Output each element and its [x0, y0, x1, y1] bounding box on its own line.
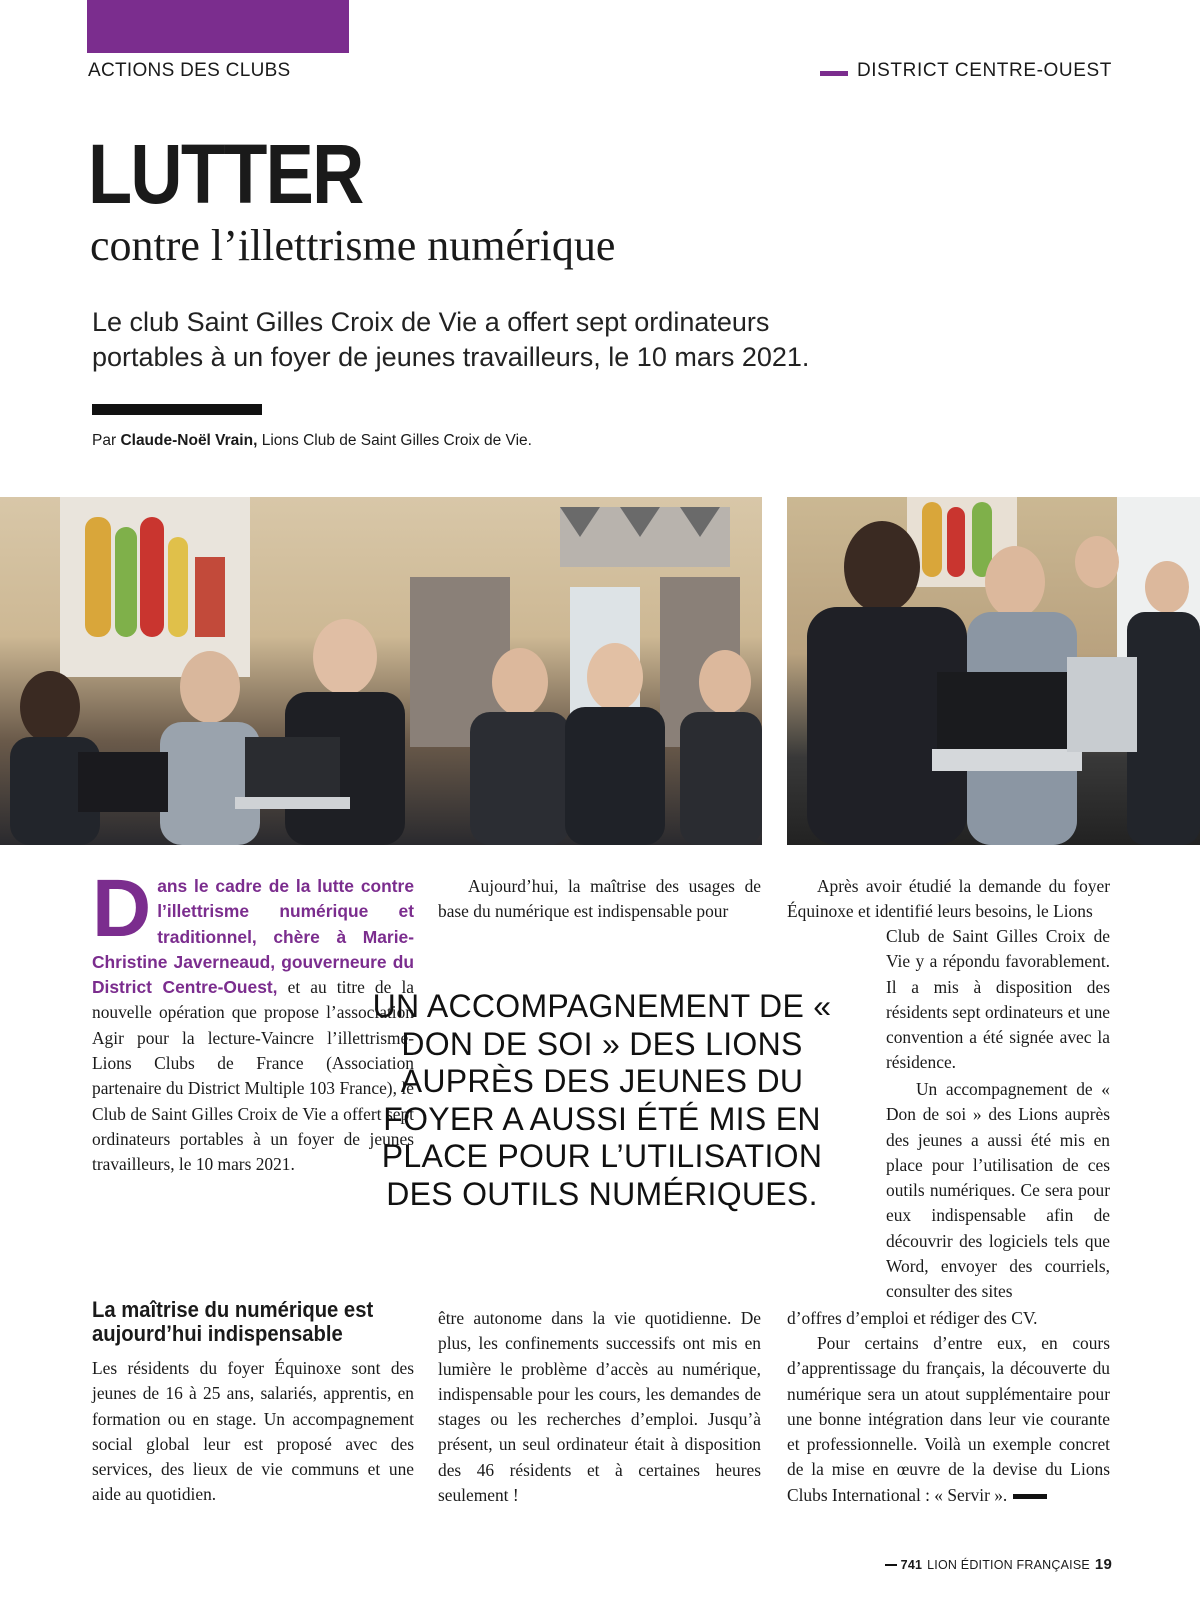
end-of-article-mark: [1013, 1494, 1047, 1499]
section-label: ACTIONS DES CLUBS: [88, 60, 291, 81]
article-lead: Le club Saint Gilles Croix de Vie a offert sept ordinateurs portables à un foyer de jeunes travailleurs, le 10 mars 2021.: [92, 307, 810, 372]
col2-paragraph: être autonome dans la vie quotidienne. De plus, les confinements successifs ont mis en lumière le problème d’accès au numérique, indispensable pour les cours, les demandes de stages ou les recherches d’emploi. Jusqu’à présent, un seul ordinateur était à disposition des 46 résidents et à certaines heures seulement !: [438, 1308, 761, 1506]
footer-publication: LION ÉDITION FRANÇAISE: [927, 1558, 1090, 1572]
byline-org: Lions Club de Saint Gilles Croix de Vie.: [261, 432, 532, 449]
article-subhead: contre l’illettrisme numérique: [90, 221, 616, 270]
byline-author: Claude-Noël Vrain,: [120, 432, 258, 449]
footer-page-number: 19: [1094, 1556, 1112, 1573]
intro-highlight: ans le cadre de la lutte contre l’illettrisme numérique et traditionnel, chère à Marie-Christine Javerneaud, gouverneure du District Centre-Ouest,: [92, 876, 414, 998]
pull-quote: UN ACCOMPAGNEMENT DE « DON DE SOI » DES LIONS AUPRÈS DES JEUNES DU FOYER A AUSSI ÉTÉ MIS EN PLACE POUR L’UTILISATION DES OUTILS NUMÉRIQUES.: [372, 988, 832, 1212]
side-photo: [787, 497, 1200, 845]
district-marker: [820, 71, 848, 76]
intro-body: et au titre de la nouvelle opération que propose l’association Agir pour la lecture-Vaincre l’illettrisme-Lions Clubs de France (Association partenaire du District Multiple 103 France), le Club de Saint Gilles Croix de Vie a offert sept ordinateurs portables à un foyer de jeunes travailleurs, le 10 mars 2021.: [92, 977, 414, 1175]
article-subheading: La maîtrise du numérique est aujourd’hui indispensable: [92, 1297, 374, 1346]
district-label-text: DISTRICT CENTRE-OUEST: [856, 60, 1112, 81]
col3-paragraph-a: Après avoir étudié la demande du foyer Équinoxe et identifié leurs besoins, le Lions: [787, 876, 1110, 922]
group-photo-illustration: [0, 497, 762, 845]
drop-cap: D: [92, 863, 152, 954]
footer-dash: [885, 1564, 897, 1566]
district-label: [820, 60, 1112, 82]
side-photo-illustration: [787, 497, 1200, 845]
col2-paragraph-top: Aujourd’hui, la maîtrise des usages de base du numérique est indispensable pour: [438, 876, 761, 922]
article-intro: [92, 863, 414, 1178]
section-color-tab: [87, 0, 349, 53]
page-footer: [885, 1556, 1112, 1573]
footer-issue-number: 741: [900, 1558, 923, 1572]
col3-paragraph-d: d’offres d’emploi et rédiger des CV.: [787, 1308, 1038, 1328]
col3-paragraph-e: [787, 1331, 1110, 1508]
article-headline: LUTTER: [88, 127, 363, 221]
lead-divider: [92, 404, 262, 415]
col3-paragraph-b: Club de Saint Gilles Croix de Vie y a répondu favorablement. Il a mis à disposition des résidents sept ordinateurs et une convention a été signée avec la résidence.: [886, 926, 1110, 1073]
byline: [92, 432, 532, 450]
col3-paragraph-c: Un accompagnement de « Don de soi » des Lions auprès des jeunes a aussi été mis en place pour l’utilisation de ces outils numériques. Ce sera pour eux indispensable afin de découvrir des logiciels tels que Word, envoyer des courriels, consulter des sites: [886, 1079, 1110, 1302]
col1-paragraph: Les résidents du foyer Équinoxe sont des jeunes de 16 à 25 ans, salariés, apprentis, en formation ou en stage. Un accompagnement social global leur est proposé avec des services, des lieux de vie communs et une aide au quotidien.: [92, 1358, 414, 1505]
col3-closing-text: Pour certains d’entre eux, en cours d’apprentissage du français, la découverte du numérique sera un atout supplémentaire pour une bonne intégration dans leur vie courante et professionnelle. Voilà un exemple concret de la mise en œuvre de la devise du Lions Clubs International : « Servir ».: [787, 1333, 1110, 1505]
byline-prefix: Par: [92, 432, 117, 449]
group-photo: [0, 497, 762, 845]
